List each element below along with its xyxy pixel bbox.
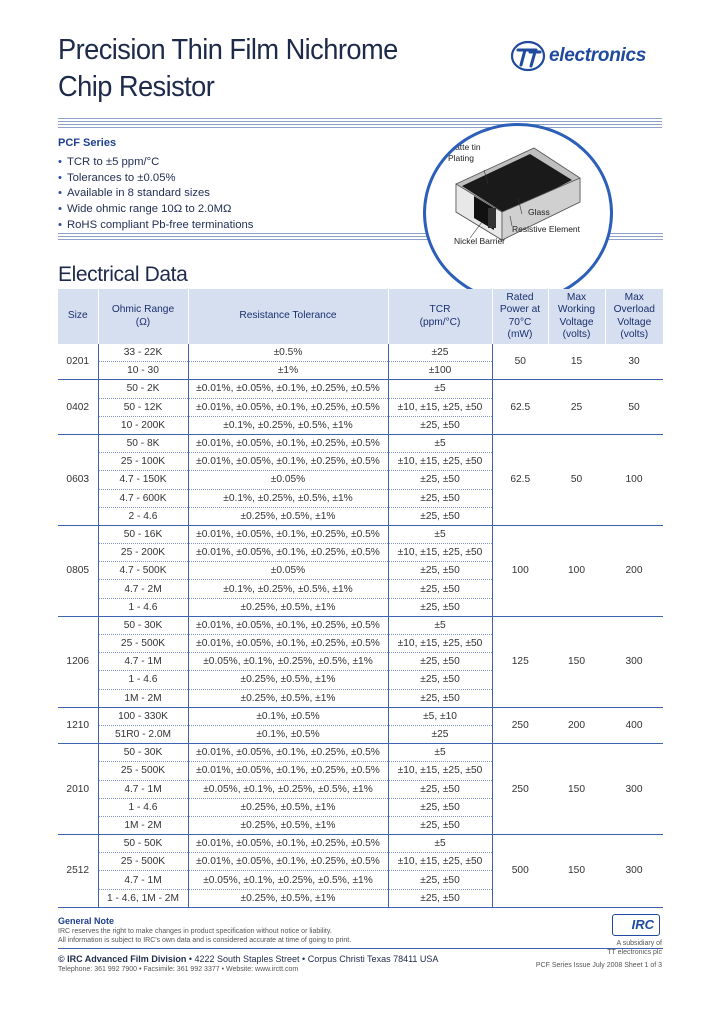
cell-tolerance: ±0.1%, ±0.5% xyxy=(188,725,388,743)
cell-ohmic-range: 1M - 2M xyxy=(98,689,188,707)
header-max-overload-voltage: Max Overload Voltage (volts) xyxy=(605,289,663,344)
resistor-diagram xyxy=(423,123,613,303)
cell-tolerance: ±0.01%, ±0.05%, ±0.1%, ±0.25%, ±0.5% xyxy=(188,544,388,562)
cell-tcr: ±25, ±50 xyxy=(388,671,492,689)
cell-tcr: ±10, ±15, ±25, ±50 xyxy=(388,762,492,780)
cell-ohmic-range: 4.7 - 1M xyxy=(98,653,188,671)
issue-info: PCF Series Issue July 2008 Sheet 1 of 3 xyxy=(535,962,662,969)
cell-rated-power: 50 xyxy=(492,344,548,380)
table-row xyxy=(58,616,663,634)
feature-item: • Tolerances to ±0.05% xyxy=(58,171,176,184)
table-row xyxy=(58,707,663,725)
cell-rated-power: 100 xyxy=(492,525,548,616)
label-resistive-element: Resistive Element xyxy=(512,224,581,234)
cell-tolerance: ±0.25%, ±0.5%, ±1% xyxy=(188,671,388,689)
footer-divider xyxy=(58,948,663,949)
cell-max-overload-voltage: 200 xyxy=(605,525,663,616)
cell-ohmic-range: 2 - 4.6 xyxy=(98,507,188,525)
feature-item: • TCR to ±5 ppm/°C xyxy=(58,156,160,168)
cell-ohmic-range: 51R0 - 2.0M xyxy=(98,725,188,743)
header-ohmic-range: Ohmic Range (Ω) xyxy=(98,289,188,344)
cell-tolerance: ±0.25%, ±0.5%, ±1% xyxy=(188,798,388,816)
cell-max-working-voltage: 100 xyxy=(548,525,605,616)
cell-ohmic-range: 10 - 200K xyxy=(98,416,188,434)
cell-rated-power: 62.5 xyxy=(492,434,548,525)
label-plating: Plating xyxy=(448,153,474,163)
cell-ohmic-range: 1 - 4.6, 1M - 2M xyxy=(98,889,188,907)
cell-max-overload-voltage: 300 xyxy=(605,744,663,835)
cell-tcr: ±10, ±15, ±25, ±50 xyxy=(388,398,492,416)
irc-logo: IRC xyxy=(612,914,660,936)
label-matte-tin: Matte tin xyxy=(448,142,481,152)
cell-rated-power: 250 xyxy=(492,744,548,835)
cell-tcr: ±5 xyxy=(388,525,492,543)
cell-ohmic-range: 25 - 500K xyxy=(98,853,188,871)
cell-tolerance: ±0.05%, ±0.1%, ±0.25%, ±0.5%, ±1% xyxy=(188,653,388,671)
header-tolerance: Resistance Tolerance xyxy=(188,289,388,344)
cell-tolerance: ±0.01%, ±0.05%, ±0.1%, ±0.25%, ±0.5% xyxy=(188,380,388,398)
cell-tcr: ±25 xyxy=(388,725,492,743)
cell-tolerance: ±0.25%, ±0.5%, ±1% xyxy=(188,689,388,707)
cell-tolerance: ±0.25%, ±0.5%, ±1% xyxy=(188,507,388,525)
cell-max-overload-voltage: 30 xyxy=(605,344,663,380)
cell-tcr: ±25, ±50 xyxy=(388,871,492,889)
cell-ohmic-range: 25 - 500K xyxy=(98,762,188,780)
cell-tcr: ±25 xyxy=(388,344,492,362)
cell-max-working-voltage: 150 xyxy=(548,616,605,707)
table-row xyxy=(58,434,663,452)
general-note-title: General Note xyxy=(58,916,115,926)
cell-size: 1206 xyxy=(58,616,98,707)
cell-tcr: ±25, ±50 xyxy=(388,598,492,616)
cell-rated-power: 500 xyxy=(492,835,548,908)
cell-ohmic-range: 1 - 4.6 xyxy=(98,798,188,816)
cell-tcr: ±10, ±15, ±25, ±50 xyxy=(388,853,492,871)
cell-max-overload-voltage: 300 xyxy=(605,616,663,707)
company-contact: Telephone: 361 992 7900 • Facsimile: 361 992 3377 • Website: www.irctt.com xyxy=(58,966,299,973)
irc-subsidiary-text: A subsidiary of TT electronics plc xyxy=(607,940,662,956)
cell-ohmic-range: 4.7 - 1M xyxy=(98,780,188,798)
cell-ohmic-range: 10 - 30 xyxy=(98,362,188,380)
cell-tolerance: ±0.01%, ±0.05%, ±0.1%, ±0.25%, ±0.5% xyxy=(188,762,388,780)
feature-list xyxy=(58,155,253,234)
cell-ohmic-range: 1 - 4.6 xyxy=(98,671,188,689)
feature-item: • Available in 8 standard sizes xyxy=(58,187,210,200)
cell-ohmic-range: 50 - 30K xyxy=(98,744,188,762)
cell-tolerance: ±0.01%, ±0.05%, ±0.1%, ±0.25%, ±0.5% xyxy=(188,525,388,543)
electrical-data-table xyxy=(58,289,663,908)
cell-tolerance: ±0.25%, ±0.5%, ±1% xyxy=(188,598,388,616)
cell-size: 2010 xyxy=(58,744,98,835)
general-note-text: IRC reserves the right to make changes in product specification without notice or liability. All information is subject to IRC's own data and is considered accurate at time of going to print. xyxy=(58,928,352,944)
cell-ohmic-range: 25 - 100K xyxy=(98,453,188,471)
cell-rated-power: 62.5 xyxy=(492,380,548,435)
cell-tcr: ±25, ±50 xyxy=(388,689,492,707)
cell-ohmic-range: 50 - 50K xyxy=(98,835,188,853)
cell-tcr: ±5 xyxy=(388,434,492,452)
cell-tolerance: ±0.01%, ±0.05%, ±0.1%, ±0.25%, ±0.5% xyxy=(188,434,388,452)
cell-max-overload-voltage: 50 xyxy=(605,380,663,435)
cell-ohmic-range: 50 - 30K xyxy=(98,616,188,634)
cell-max-working-voltage: 25 xyxy=(548,380,605,435)
feature-item: • RoHS compliant Pb-free terminations xyxy=(58,218,254,231)
cell-max-working-voltage: 50 xyxy=(548,434,605,525)
cell-tcr: ±5 xyxy=(388,835,492,853)
cell-tolerance: ±0.1%, ±0.25%, ±0.5%, ±1% xyxy=(188,580,388,598)
cell-tolerance: ±0.5% xyxy=(188,344,388,362)
cell-tolerance: ±0.01%, ±0.05%, ±0.1%, ±0.25%, ±0.5% xyxy=(188,744,388,762)
cell-tolerance: ±0.05% xyxy=(188,562,388,580)
cell-tolerance: ±0.01%, ±0.05%, ±0.1%, ±0.25%, ±0.5% xyxy=(188,835,388,853)
cell-ohmic-range: 4.7 - 500K xyxy=(98,562,188,580)
title-line-1: Precision Thin Film Nichrome xyxy=(58,34,398,66)
cell-tcr: ±100 xyxy=(388,362,492,380)
cell-tolerance: ±0.01%, ±0.05%, ±0.1%, ±0.25%, ±0.5% xyxy=(188,398,388,416)
cell-size: 0603 xyxy=(58,434,98,525)
cell-max-overload-voltage: 100 xyxy=(605,434,663,525)
cell-max-overload-voltage: 300 xyxy=(605,835,663,908)
cell-tcr: ±5 xyxy=(388,744,492,762)
cell-ohmic-range: 25 - 200K xyxy=(98,544,188,562)
cell-tcr: ±25, ±50 xyxy=(388,798,492,816)
cell-size: 2512 xyxy=(58,835,98,908)
company-address: © IRC Advanced Film Division • 4222 South Staples Street • Corpus Christi Texas 78411 USA xyxy=(58,954,439,964)
cell-ohmic-range: 4.7 - 1M xyxy=(98,871,188,889)
cell-max-working-voltage: 15 xyxy=(548,344,605,380)
cell-tcr: ±25, ±50 xyxy=(388,471,492,489)
cell-max-working-voltage: 150 xyxy=(548,744,605,835)
cell-ohmic-range: 50 - 16K xyxy=(98,525,188,543)
page-title xyxy=(58,32,398,106)
table-row xyxy=(58,344,663,362)
cell-ohmic-range: 33 - 22K xyxy=(98,344,188,362)
cell-size: 0402 xyxy=(58,380,98,435)
cell-size: 1210 xyxy=(58,707,98,743)
header-size: Size xyxy=(58,289,98,344)
cell-tcr: ±5 xyxy=(388,380,492,398)
cell-size: 0201 xyxy=(58,344,98,380)
cell-ohmic-range: 1M - 2M xyxy=(98,816,188,834)
table-header-row xyxy=(58,289,663,344)
cell-ohmic-range: 50 - 2K xyxy=(98,380,188,398)
cell-rated-power: 250 xyxy=(492,707,548,743)
table-body xyxy=(58,344,663,907)
cell-tolerance: ±0.1%, ±0.5% xyxy=(188,707,388,725)
table-row xyxy=(58,835,663,853)
cell-tolerance: ±1% xyxy=(188,362,388,380)
cell-tolerance: ±0.05%, ±0.1%, ±0.25%, ±0.5%, ±1% xyxy=(188,780,388,798)
cell-ohmic-range: 1 - 4.6 xyxy=(98,598,188,616)
cell-ohmic-range: 4.7 - 150K xyxy=(98,471,188,489)
cell-max-working-voltage: 200 xyxy=(548,707,605,743)
cell-tcr: ±10, ±15, ±25, ±50 xyxy=(388,544,492,562)
cell-rated-power: 125 xyxy=(492,616,548,707)
cell-tolerance: ±0.01%, ±0.05%, ±0.1%, ±0.25%, ±0.5% xyxy=(188,635,388,653)
cell-tcr: ±5, ±10 xyxy=(388,707,492,725)
cell-tolerance: ±0.01%, ±0.05%, ±0.1%, ±0.25%, ±0.5% xyxy=(188,453,388,471)
cell-ohmic-range: 50 - 12K xyxy=(98,398,188,416)
cell-tcr: ±25, ±50 xyxy=(388,562,492,580)
cell-ohmic-range: 100 - 330K xyxy=(98,707,188,725)
cell-tolerance: ±0.1%, ±0.25%, ±0.5%, ±1% xyxy=(188,489,388,507)
label-nickel-barrier: Nickel Barrier xyxy=(454,236,506,246)
cell-tcr: ±25, ±50 xyxy=(388,416,492,434)
cell-tolerance: ±0.05%, ±0.1%, ±0.25%, ±0.5%, ±1% xyxy=(188,871,388,889)
label-glass: Glass xyxy=(528,207,550,217)
cell-ohmic-range: 4.7 - 600K xyxy=(98,489,188,507)
section-title-electrical: Electrical Data xyxy=(58,263,188,286)
cell-ohmic-range: 4.7 - 2M xyxy=(98,580,188,598)
header-max-working-voltage: Max Working Voltage (volts) xyxy=(548,289,605,344)
series-title: PCF Series xyxy=(58,137,117,149)
cell-tolerance: ±0.1%, ±0.25%, ±0.5%, ±1% xyxy=(188,416,388,434)
cell-tcr: ±25, ±50 xyxy=(388,489,492,507)
logo-wordmark: electronics xyxy=(549,45,647,66)
title-line-2: Chip Resistor xyxy=(58,71,215,103)
cell-tolerance: ±0.01%, ±0.05%, ±0.1%, ±0.25%, ±0.5% xyxy=(188,853,388,871)
cell-max-working-voltage: 150 xyxy=(548,835,605,908)
table-row xyxy=(58,744,663,762)
cell-max-overload-voltage: 400 xyxy=(605,707,663,743)
table-row xyxy=(58,380,663,398)
cell-ohmic-range: 25 - 500K xyxy=(98,635,188,653)
cell-tolerance: ±0.25%, ±0.5%, ±1% xyxy=(188,889,388,907)
tt-logo-icon xyxy=(510,40,546,72)
cell-tolerance: ±0.01%, ±0.05%, ±0.1%, ±0.25%, ±0.5% xyxy=(188,616,388,634)
features-rule xyxy=(58,233,428,242)
cell-tcr: ±25, ±50 xyxy=(388,507,492,525)
features-rule-right xyxy=(605,233,663,242)
cell-tcr: ±25, ±50 xyxy=(388,653,492,671)
cell-ohmic-range: 50 - 8K xyxy=(98,434,188,452)
cell-tcr: ±10, ±15, ±25, ±50 xyxy=(388,635,492,653)
cell-tolerance: ±0.25%, ±0.5%, ±1% xyxy=(188,816,388,834)
cell-tcr: ±25, ±50 xyxy=(388,580,492,598)
cell-tolerance: ±0.05% xyxy=(188,471,388,489)
cell-size: 0805 xyxy=(58,525,98,616)
cell-tcr: ±25, ±50 xyxy=(388,816,492,834)
header-rated-power: Rated Power at 70°C (mW) xyxy=(492,289,548,344)
cell-tcr: ±5 xyxy=(388,616,492,634)
cell-tcr: ±10, ±15, ±25, ±50 xyxy=(388,453,492,471)
cell-tcr: ±25, ±50 xyxy=(388,780,492,798)
header-tcr: TCR (ppm/°C) xyxy=(388,289,492,344)
cell-tcr: ±25, ±50 xyxy=(388,889,492,907)
feature-item: • Wide ohmic range 10Ω to 2.0MΩ xyxy=(58,203,232,216)
table-row xyxy=(58,525,663,543)
